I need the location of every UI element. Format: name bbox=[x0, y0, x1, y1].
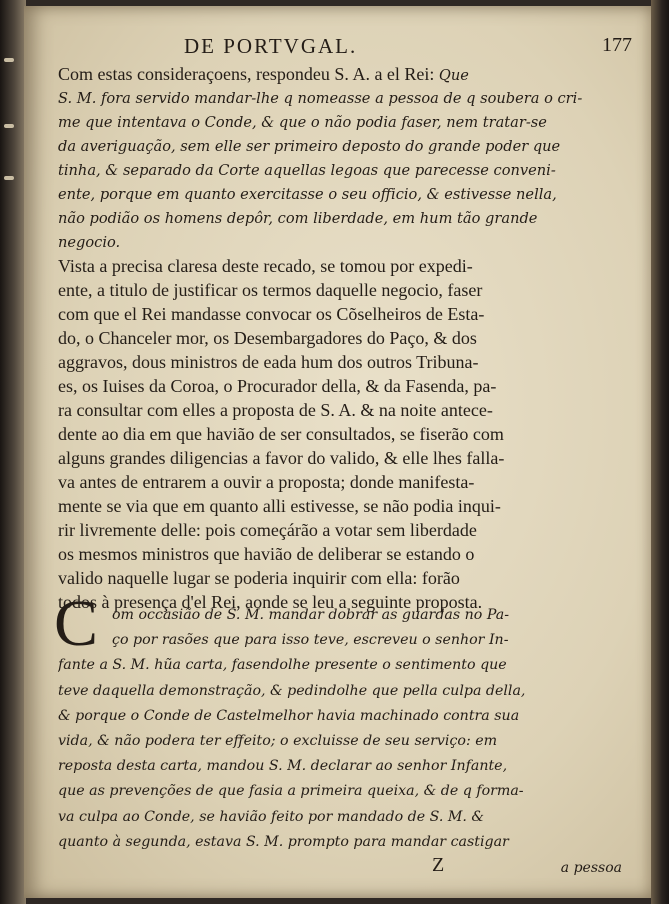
roman-text: va antes de entrarem a ouvir a proposta; donde manifesta- bbox=[58, 472, 475, 492]
text-line bbox=[58, 158, 630, 182]
proposal-line bbox=[58, 703, 630, 727]
italic-text: tinha, & separado da Corte aquellas legoas que parecesse conveni- bbox=[58, 162, 556, 179]
roman-text: es, os Iuises da Coroa, o Procurador della, & da Fasenda, pa- bbox=[58, 376, 497, 396]
text-line bbox=[58, 470, 630, 494]
text-line bbox=[58, 62, 630, 86]
italic-text: va culpa ao Conde, se havião feito por mandado de S. M. & bbox=[58, 808, 485, 825]
italic-text: fante a S. M. hũa carta, fasendolhe presente o sentimento que bbox=[58, 657, 507, 674]
text-line bbox=[58, 134, 630, 158]
italic-text: quanto à segunda, estava S. M. prompto para mandar castigar bbox=[58, 833, 509, 850]
proposal-line bbox=[58, 652, 630, 676]
roman-text: todos à presença d'el Rei, aonde se leu a seguinte proposta. bbox=[58, 592, 483, 612]
signature-mark: Z bbox=[432, 854, 445, 876]
text-line bbox=[58, 542, 630, 566]
italic-text: que as prevenções de que fasia a primeira queixa, & de q forma- bbox=[58, 783, 524, 800]
proposal-line bbox=[112, 602, 630, 626]
proposal-line bbox=[58, 829, 630, 853]
text-line bbox=[58, 326, 630, 350]
book-edge-right bbox=[651, 0, 669, 904]
text-line bbox=[58, 494, 630, 518]
italic-text: S. M. fora servido mandar-lhe q nomeasse a pessoa de q soubera o cri- bbox=[58, 90, 583, 107]
book-page bbox=[24, 6, 652, 898]
proposal-line bbox=[58, 728, 630, 752]
italic-text: ço por rasões que para isso teve, escreveu o senhor In- bbox=[112, 632, 509, 649]
roman-text: valido naquelle lugar se poderia inquirir com ella: forão bbox=[58, 568, 460, 588]
text-line bbox=[58, 350, 630, 374]
italic-text: da averiguação, sem elle ser primeiro deposto do grande poder que bbox=[58, 138, 561, 155]
running-head: DE PORTVGAL. bbox=[184, 34, 358, 58]
italic-text: teve daquella demonstração, & pedindolhe que pella culpa della, bbox=[58, 682, 526, 699]
roman-text: alguns grandes diligencias a favor do valido, & elle lhes falla- bbox=[58, 448, 505, 468]
page-edge-mark bbox=[4, 176, 14, 180]
text-line bbox=[58, 446, 630, 470]
text-line bbox=[58, 518, 630, 542]
book-spine-left bbox=[0, 0, 26, 904]
italic-text: negocio. bbox=[58, 234, 121, 251]
roman-text: dente ao dia em que havião de ser consultados, se fiserão com bbox=[58, 424, 504, 444]
roman-text: aggravos, dous ministros de eada hum dos outros Tribuna- bbox=[58, 352, 479, 372]
roman-text: ra consultar com elles a proposta de S. A. & na noite antece- bbox=[58, 400, 493, 420]
text-line bbox=[58, 566, 630, 590]
page-header bbox=[24, 34, 652, 58]
text-line bbox=[58, 398, 630, 422]
page-number: 177 bbox=[602, 34, 632, 56]
roman-text: do, o Chanceler mor, os Desembargadores do Paço, & dos bbox=[58, 328, 477, 348]
proposal-line bbox=[112, 627, 630, 651]
proposal-line bbox=[58, 778, 630, 802]
catchword: a pessoa bbox=[560, 860, 622, 876]
italic-text: Que bbox=[438, 67, 469, 84]
italic-text: vida, & não podera ter effeito; o excluisse de seu serviço: em bbox=[58, 733, 498, 749]
text-line bbox=[58, 422, 630, 446]
roman-text: ente, a titulo de justificar os termos daquelle negocio, faser bbox=[58, 280, 483, 300]
roman-text: rir livremente delle: pois começárão a votar sem liberdade bbox=[58, 520, 477, 540]
text-line bbox=[58, 374, 630, 398]
page-edge-mark bbox=[4, 58, 14, 62]
roman-text: com que el Rei mandasse convocar os Cõselheiros de Esta- bbox=[58, 304, 485, 324]
proposal-line bbox=[58, 678, 630, 702]
italic-text: ente, porque em quanto exercitasse o seu officio, & estivesse nella, bbox=[58, 186, 557, 203]
roman-text: mente se via que em quanto alli estivesse, se não podia inqui- bbox=[58, 496, 501, 516]
italic-text: reposta desta carta, mandou S. M. declarar ao senhor Infante, bbox=[58, 758, 508, 775]
roman-text: Vista a precisa claresa deste recado, se tomou por expedi- bbox=[58, 256, 473, 276]
proposal-line bbox=[58, 753, 630, 777]
text-line bbox=[58, 182, 630, 206]
text-line bbox=[58, 254, 630, 278]
roman-text: Com estas consideraçoens, respondeu S. A. a el Rei: bbox=[58, 64, 439, 84]
text-line bbox=[58, 206, 630, 230]
italic-text: & porque o Conde de Castelmelhor havia machinado contra sua bbox=[58, 707, 520, 724]
proposal-line bbox=[58, 804, 630, 828]
italic-text: om occasião de S. M. mandar dobrar as guardas no Pa- bbox=[112, 607, 509, 623]
italic-text: não podião os homens depôr, com liberdade, em hum tão grande bbox=[58, 210, 538, 227]
page-edge-mark bbox=[4, 124, 14, 128]
text-line bbox=[58, 86, 630, 110]
text-line bbox=[58, 278, 630, 302]
drop-cap: C bbox=[54, 587, 99, 660]
roman-text: os mesmos ministros que havião de deliberar se estando o bbox=[58, 544, 475, 564]
italic-text: me que intentava o Conde, & que o não podia faser, nem tratar-se bbox=[58, 114, 547, 131]
text-line bbox=[58, 230, 630, 254]
text-line bbox=[58, 302, 630, 326]
text-line bbox=[58, 110, 630, 134]
